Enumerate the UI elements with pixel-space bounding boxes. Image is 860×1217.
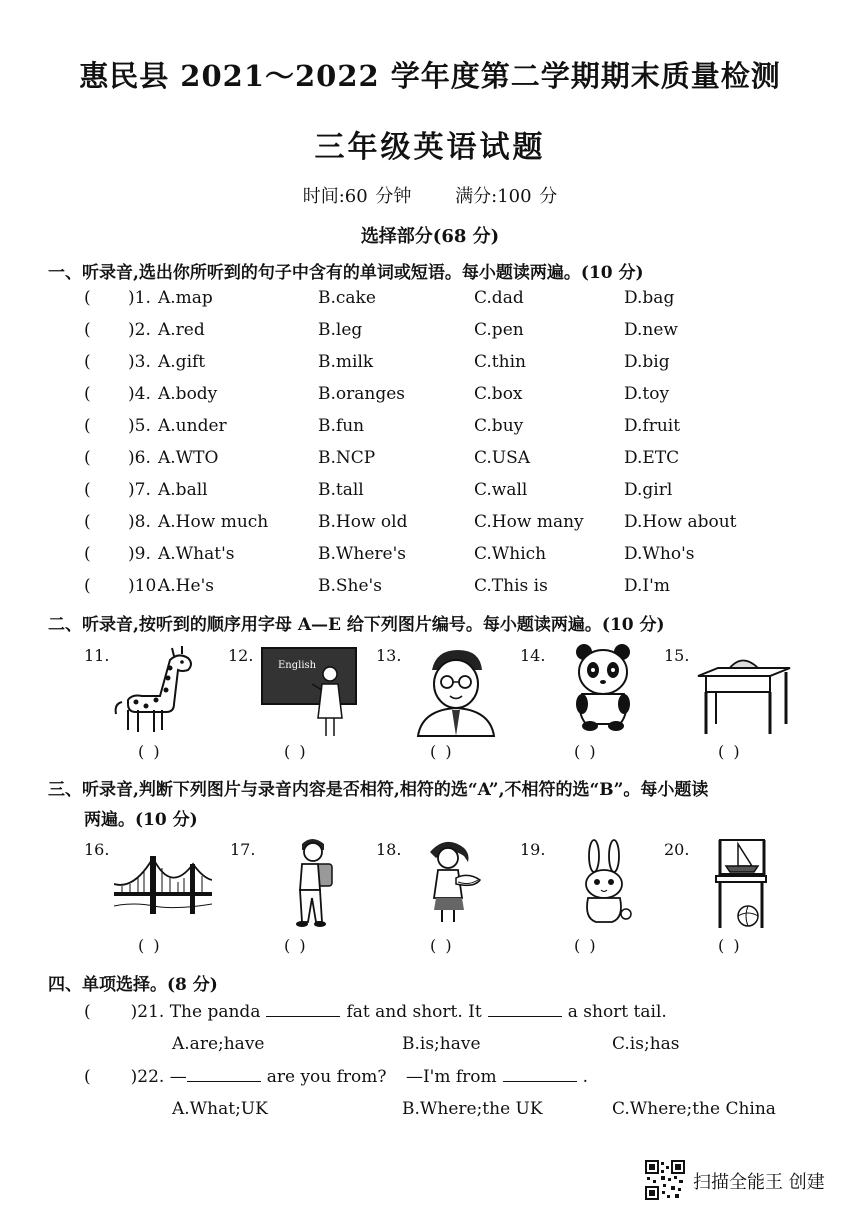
q22-blank2[interactable] (503, 1067, 577, 1082)
q4-option-d[interactable]: D.toy (624, 384, 670, 404)
q8-option-c[interactable]: C.How many (474, 512, 584, 532)
q20-number: 20. (664, 840, 690, 859)
q5-option-d[interactable]: D.fruit (624, 416, 681, 436)
q16-answer-paren[interactable]: ( ) (138, 936, 162, 955)
exam-title: 惠民县 2021～2022 学年度第二学期期末质量检测 (79, 59, 781, 93)
q3-option-c[interactable]: C.thin (474, 352, 526, 372)
q10-row (84, 576, 784, 604)
q7-option-a[interactable]: A.ball (158, 480, 208, 500)
q9-option-b[interactable]: B.Where's (318, 544, 406, 564)
q22-part4: . (582, 1067, 589, 1087)
q2-option-b[interactable]: B.leg (318, 320, 363, 340)
q22-option-b[interactable]: B.Where;the UK (402, 1099, 543, 1119)
q10-number: )10. (128, 576, 162, 596)
q9-row (84, 544, 784, 572)
full-score: 满分:100 分 (455, 186, 558, 207)
q5-option-b[interactable]: B.fun (318, 416, 365, 436)
q18-answer-paren[interactable]: ( ) (430, 936, 454, 955)
q8-number: )8. (128, 512, 151, 532)
q7-option-c[interactable]: C.wall (474, 480, 528, 500)
q7-option-b[interactable]: B.tall (318, 480, 364, 500)
board-text: English (278, 660, 317, 671)
q8-option-d[interactable]: D.How about (624, 512, 737, 532)
q22-stem (84, 1067, 588, 1087)
teacher-blackboard-picture (260, 644, 360, 740)
q6-option-c[interactable]: C.USA (474, 448, 531, 468)
q22-paren[interactable]: ( (84, 1067, 91, 1087)
q15-number: 15. (664, 646, 690, 665)
q5-row (84, 416, 784, 444)
q21-option-a[interactable]: A.are;have (172, 1034, 265, 1054)
q22-option-c[interactable]: C.Where;the China (612, 1099, 776, 1119)
girl-bananas-picture (424, 838, 484, 926)
scanner-watermark: 扫描全能王 创建 (693, 1172, 825, 1193)
q9-option-a[interactable]: A.What's (158, 544, 235, 564)
desk-cap-picture (696, 650, 792, 736)
q10-option-c[interactable]: C.This is (474, 576, 548, 596)
q10-option-b[interactable]: B.She's (318, 576, 382, 596)
q3-number: )3. (128, 352, 151, 372)
q18-number: 18. (376, 840, 402, 859)
q3-option-d[interactable]: D.big (624, 352, 670, 372)
q22-blank1[interactable] (187, 1067, 261, 1082)
q4-number: )4. (128, 384, 151, 404)
q2-option-a[interactable]: A.red (158, 320, 205, 340)
q6-number: )6. (128, 448, 151, 468)
q4-option-c[interactable]: C.box (474, 384, 523, 404)
q22-part2: are you from? (266, 1067, 387, 1087)
q12-answer-paren[interactable]: ( ) (284, 742, 308, 761)
q5-option-c[interactable]: C.buy (474, 416, 524, 436)
q21-part1: The panda (169, 1002, 261, 1022)
section3-heading-line1: 三、听录音,判断下列图片与录音内容是否相符,相符的选“A”,不相符的选“B”。每小题读 (48, 780, 709, 800)
q5-answer-paren[interactable]: ( (84, 416, 91, 436)
q6-row (84, 448, 784, 476)
q9-option-d[interactable]: D.Who's (624, 544, 695, 564)
qr-code-icon (645, 1160, 685, 1200)
q4-option-b[interactable]: B.oranges (318, 384, 406, 404)
q12-number: 12. (228, 646, 254, 665)
q22-number: )22. (130, 1067, 165, 1087)
q21-number: )21. (130, 1002, 165, 1022)
q7-number: )7. (128, 480, 151, 500)
q21-option-b[interactable]: B.is;have (402, 1034, 481, 1054)
man-glasses-picture (414, 646, 498, 738)
q2-option-c[interactable]: C.pen (474, 320, 524, 340)
q1-number: )1. (128, 288, 151, 308)
q6-answer-paren[interactable]: ( (84, 448, 91, 468)
q20-answer-paren[interactable]: ( ) (718, 936, 742, 955)
q17-answer-paren[interactable]: ( ) (284, 936, 308, 955)
chair-boat-ball-picture (712, 838, 770, 930)
q1-option-c[interactable]: C.dad (474, 288, 524, 308)
q9-answer-paren[interactable]: ( (84, 544, 91, 564)
section3-heading-line2: 两遍。(10 分) (84, 810, 198, 830)
q21-paren[interactable]: ( (84, 1002, 91, 1022)
q6-option-b[interactable]: B.NCP (318, 448, 376, 468)
q10-answer-paren[interactable]: ( (84, 576, 91, 596)
q9-option-c[interactable]: C.Which (474, 544, 547, 564)
section1-heading: 一、听录音,选出你所听到的句子中含有的单词或短语。每小题读两遍。(10 分) (48, 263, 644, 283)
q7-option-d[interactable]: D.girl (624, 480, 673, 500)
giraffe-picture (112, 644, 212, 740)
panda-picture (570, 642, 636, 734)
q21-part3: a short tail. (567, 1002, 667, 1022)
q2-option-d[interactable]: D.new (624, 320, 678, 340)
q22-option-a[interactable]: A.What;UK (172, 1099, 268, 1119)
q10-option-d[interactable]: D.I'm (624, 576, 670, 596)
q1-answer-paren[interactable]: ( (84, 288, 91, 308)
q1-option-a[interactable]: A.map (158, 288, 213, 308)
q13-answer-paren[interactable]: ( ) (430, 742, 454, 761)
q21-part2: fat and short. It (346, 1002, 482, 1022)
q16-number: 16. (84, 840, 110, 859)
q19-answer-paren[interactable]: ( ) (574, 936, 598, 955)
q7-answer-paren[interactable]: ( (84, 480, 91, 500)
q7-row (84, 480, 784, 508)
q22-part3: —I'm from (405, 1067, 497, 1087)
q3-option-b[interactable]: B.milk (318, 352, 374, 372)
q1-option-b[interactable]: B.cake (318, 288, 376, 308)
time-limit: 时间:60 分钟 (302, 186, 412, 207)
q8-row (84, 512, 784, 540)
section2-heading: 二、听录音,按听到的顺序用字母 A—E 给下列图片编号。每小题读两遍。(10 分) (48, 615, 665, 635)
q1-option-d[interactable]: D.bag (624, 288, 675, 308)
q21-option-c[interactable]: C.is;has (612, 1034, 680, 1054)
q4-answer-paren[interactable]: ( (84, 384, 91, 404)
q22-part1: — (169, 1067, 187, 1087)
q3-answer-paren[interactable]: ( (84, 352, 91, 372)
q4-option-a[interactable]: A.body (158, 384, 218, 404)
q3-row (84, 352, 784, 380)
golden-gate-bridge-picture (114, 854, 212, 918)
q1-row (84, 288, 784, 316)
boy-backpack-picture (290, 836, 338, 928)
q5-number: )5. (128, 416, 151, 436)
q2-number: )2. (128, 320, 151, 340)
q15-answer-paren[interactable]: ( ) (718, 742, 742, 761)
q2-answer-paren[interactable]: ( (84, 320, 91, 340)
q10-option-a[interactable]: A.He's (158, 576, 214, 596)
q2-row (84, 320, 784, 348)
q14-answer-paren[interactable]: ( ) (574, 742, 598, 761)
q3-option-a[interactable]: A.gift (158, 352, 206, 372)
q21-blank1[interactable] (266, 1002, 340, 1017)
q21-blank2[interactable] (488, 1002, 562, 1017)
part-heading: 选择部分(68 分) (360, 226, 500, 247)
q19-number: 19. (520, 840, 546, 859)
q8-option-b[interactable]: B.How old (318, 512, 408, 532)
q6-option-d[interactable]: D.ETC (624, 448, 680, 468)
q9-number: )9. (128, 544, 151, 564)
q6-option-a[interactable]: A.WTO (158, 448, 219, 468)
rabbit-picture (574, 838, 638, 926)
q8-option-a[interactable]: A.How much (158, 512, 269, 532)
section4-heading: 四、单项选择。(8 分) (48, 975, 218, 995)
q5-option-a[interactable]: A.under (158, 416, 227, 436)
q11-answer-paren[interactable]: ( ) (138, 742, 162, 761)
q8-answer-paren[interactable]: ( (84, 512, 91, 532)
exam-info (0, 182, 860, 208)
q4-row (84, 384, 784, 412)
q14-number: 14. (520, 646, 546, 665)
q13-number: 13. (376, 646, 402, 665)
q11-number: 11. (84, 646, 110, 665)
exam-subtitle: 三年级英语试题 (314, 130, 546, 165)
q17-number: 17. (230, 840, 256, 859)
q21-stem (84, 1002, 667, 1022)
